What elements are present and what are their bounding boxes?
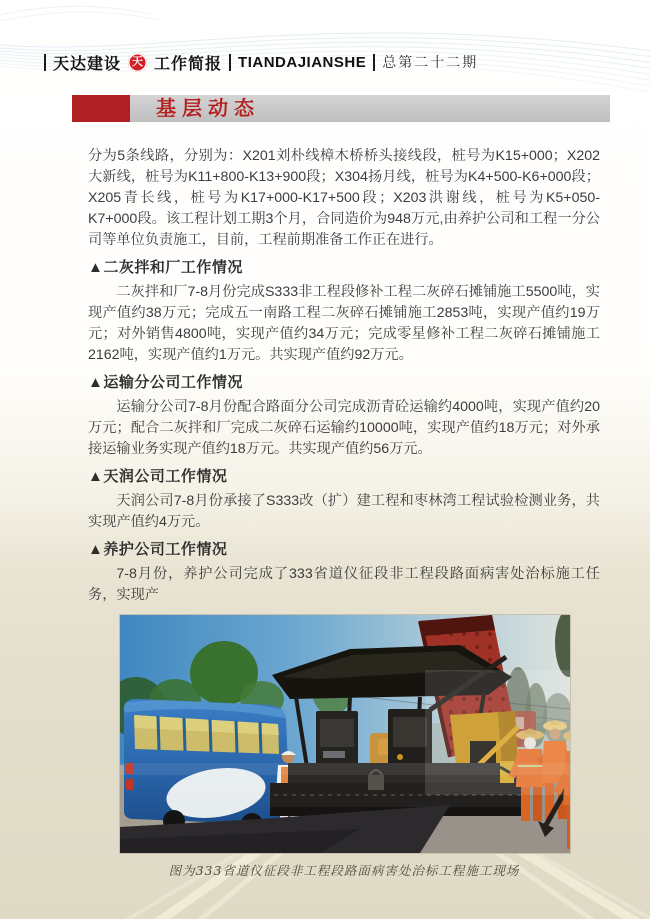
separator-bar: [229, 54, 231, 71]
publication-name: 工作简报: [154, 55, 223, 73]
section-banner: [72, 95, 610, 122]
photo-caption: 图为333省道仪征段非工程段路面病害处治标工程施工现场: [168, 863, 520, 878]
brand-latin-name: TIANDAJIANSHE: [238, 53, 367, 71]
issue-number: 总第二十二期: [382, 55, 479, 71]
section-body: 7-8月份，养护公司完成了333省道仪征段非工程段路面病害处治标施工任务，实现产: [88, 566, 600, 603]
separator-bar: [44, 54, 46, 71]
section-heading: ▲养护公司工作情况: [88, 541, 228, 558]
intro-paragraph: 分为5条线路，分别为：X201刘朴线樟木桥桥头接线段，桩号为K15+000；X202大新线，桩号为K11+800-K13+900段；X304扬月线，桩号为K4+500-K6+000段；X205青长线，桩号为K17+000-K17+500段；X203洪谢线，桩号为K5+050-K7+000段。该工程计划工期3个月，合同造价为948万元,由养护公司和工程一分公司等单位负责施工，目前，工程前期准备工作正在进行。: [88, 148, 600, 248]
tianda-logo-icon: 天: [128, 53, 147, 72]
brand-name: 天达建设: [53, 55, 122, 73]
section-heading: ▲天润公司工作情况: [88, 468, 228, 485]
article-photo: [119, 614, 569, 881]
section-title: 基层动态: [156, 96, 260, 120]
article-column: [88, 146, 600, 887]
section-body: 二灰拌和厂7-8月份完成S333非工程段修补工程二灰碎石摊铺施工5500吨，实现产值约38万元；完成五一南路工程二灰碎石摊铺施工2853吨，实现产值约19万元；对外销售4800吨，实现产值约34万元；完成零星修补工程二灰碎石摊铺施工2162吨，实现产值约1万元。共实现产值约92万元。: [88, 284, 600, 363]
section-heading: ▲二灰拌和厂工作情况: [88, 259, 243, 276]
section-heading: ▲运输分公司工作情况: [88, 374, 243, 391]
road-paving-photo: [119, 614, 571, 854]
section-body: 运输分公司7-8月份配合路面分公司完成沥青砼运输约4000吨，实现产值约20万元；配合二灰拌和厂完成二灰碎石运输约10000吨，实现产值约18万元；对外承接运输业务实现产值约18万元。共实现产值约56万元。: [88, 399, 600, 457]
section-body: 天润公司7-8月份承接了S333改（扩）建工程和枣林湾工程试验检测业务，共实现产值约4万元。: [88, 493, 600, 530]
masthead: [44, 51, 478, 73]
separator-bar: [373, 54, 375, 71]
banner-red-block: [72, 95, 130, 122]
